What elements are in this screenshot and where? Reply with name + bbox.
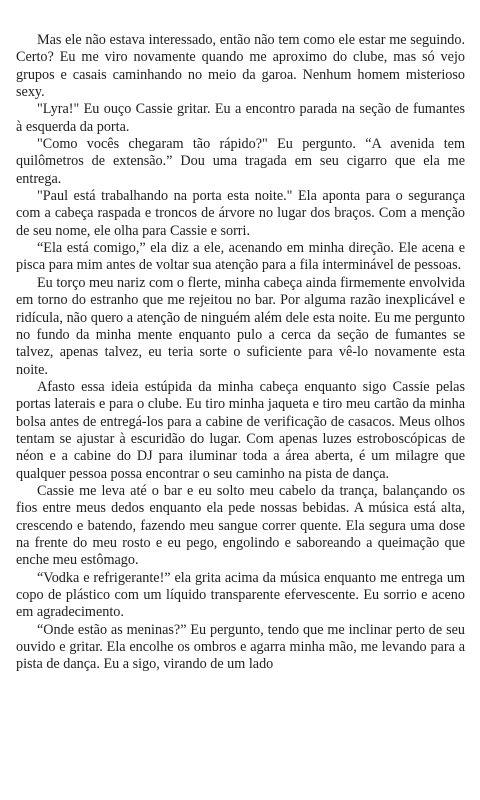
paragraph: "Paul está trabalhando na porta esta noite." Ela aponta para o segurança com a cabeça raspada e troncos de árvore no lugar dos braços. Com a menção de seu nome, ele olha para Cassie e sorri. (16, 188, 465, 239)
paragraph: Mas ele não estava interessado, então não tem como ele estar me seguindo. Certo? Eu me viro novamente quando me aproximo do clube, mas só vejo grupos e casais caminhando no meio da garoa. Nenhum homem misterioso sexy. (16, 32, 465, 101)
paragraph: Afasto essa ideia estúpida da minha cabeça enquanto sigo Cassie pelas portas laterais e para o clube. Eu tiro minha jaqueta e tiro meu cartão da minha bolsa antes de entregá-los para a cabine de verificação de casacos. Meus olhos tentam se ajustar à escuridão do lugar. Com apenas luzes estroboscópicas de néon e a cabine do DJ para iluminar toda a área aberta, é um milagre que qualquer pessoa possa encontrar o seu caminho na pista de dança. (16, 378, 465, 482)
paragraph: “Ela está comigo,” ela diz a ele, acenando em minha direção. Ele acena e pisca para mim antes de voltar sua atenção para a fila interminável de pessoas. (16, 240, 465, 274)
paragraph: Eu torço meu nariz com o flerte, minha cabeça ainda firmemente envolvida em torno do estranho que me rejeitou no bar. Por alguma razão inexplicável e ridícula, não quero a atenção de ninguém além dele esta noite. Eu me pergunto no fundo da minha mente enquanto pulo a cerca da seção de fumantes se talvez, apenas talvez, eu teria sorte o suficiente para vê-lo novamente esta noite. (16, 274, 465, 378)
paragraph: "Como vocês chegaram tão rápido?" Eu pergunto. “A avenida tem quilômetros de extensão.” Dou uma tragada em seu cigarro que ela me entrega. (16, 136, 465, 187)
paragraph: “Vodka e refrigerante!” ela grita acima da música enquanto me entrega um copo de plástico com um líquido transparente efervescente. Eu sorrio e aceno em agradecimento. (16, 569, 465, 621)
paragraph: “Onde estão as meninas?” Eu pergunto, tendo que me inclinar perto de seu ouvido e gritar. Ela encolhe os ombros e agarra minha mão, me levando para a pista de dança. Eu a sigo, virando de um lado (16, 621, 465, 673)
paragraph: "Lyra!" Eu ouço Cassie gritar. Eu a encontro parada na seção de fumantes à esquerda da porta. (16, 101, 465, 135)
paragraph: Cassie me leva até o bar e eu solto meu cabelo da trança, balançando os fios entre meus dedos enquanto ela pede nossas bebidas. A música está alta, crescendo e batendo, fazendo meu sangue correr quente. Ela segura uma dose na frente do meu rosto e eu pego, engolindo e saboreando a queimação que enche meu estômago. (16, 482, 465, 569)
book-page-text (16, 32, 465, 674)
